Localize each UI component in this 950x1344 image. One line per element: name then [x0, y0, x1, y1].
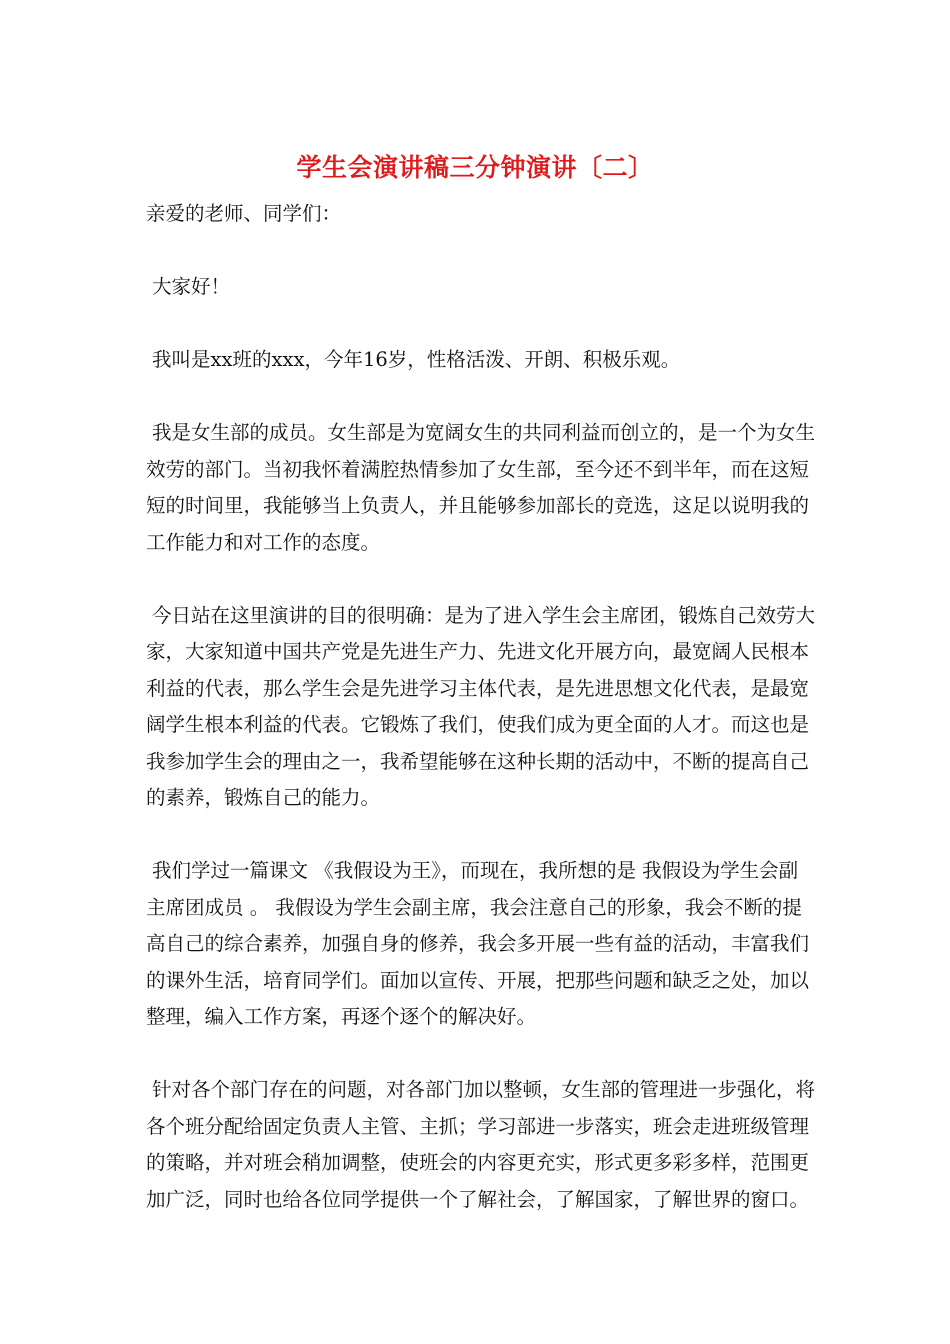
document-title: 学生会演讲稿三分钟演讲〔二〕 [296, 153, 654, 182]
paragraph-line: 的课外生活，培育同学们。面加以宣传、开展，把那些问题和缺乏之处，加以 [146, 968, 810, 992]
paragraph-line: 的素养，锻炼自己的能力。 [146, 786, 381, 809]
paragraph-line: 针对各个部门存在的问题，对各部门加以整顿，女生部的管理进一步强化，将 [152, 1078, 816, 1101]
paragraph-line: 整理，编入工作方案，再逐个逐个的解决好。 [146, 1005, 537, 1028]
greeting: 大家好！ [152, 275, 231, 298]
paragraph-line: 加广泛，同时也给各位同学提供一个了解社会，了解国家，了解世界的窗口。 [146, 1187, 810, 1211]
paragraph-line: 家，大家知道中国共产党是先进生产力、先进文化开展方向，最宽阔人民根本 [146, 640, 810, 663]
paragraph-line: 利益的代表，那么学生会是先进学习主体代表，是先进思想文化代表，是最宽 [146, 676, 810, 700]
paragraph-line: 的策略，并对班会稍加调整，使班会的内容更充实，形式更多彩多样，范围更 [146, 1151, 810, 1174]
paragraph-line: 我是女生部的成员。女生部是为宽阔女生的共同利益而创立的，是一个为女生 [152, 421, 816, 444]
paragraph-line: 效劳的部门。当初我怀着满腔热情参加了女生部，至今还不到半年，而在这短 [146, 457, 810, 481]
paragraph-line: 我们学过一篇课文 《我假设为王》，而现在，我所想的是 我假设为学生会副 [152, 859, 799, 882]
paragraph-line: 阔学生根本利益的代表。它锻炼了我们，使我们成为更全面的人才。而这也是 [146, 713, 810, 736]
paragraph-intro: 我叫是xx班的xxx，今年16岁，性格活泼、开朗、积极乐观。 [152, 348, 681, 371]
paragraph-line: 短的时间里，我能够当上负责人，并且能够参加部长的竞选，这足以说明我的 [146, 494, 810, 517]
paragraph-line: 工作能力和对工作的态度。 [146, 530, 381, 554]
paragraph-line: 主席团成员 。 我假设为学生会副主席，我会注意自己的形象，我会不断的提 [146, 895, 802, 919]
paragraph-line: 各个班分配给固定负责人主管、主抓；学习部进一步落实，班会走进班级管理 [146, 1114, 810, 1138]
paragraph-line: 高自己的综合素养，加强自身的修养，我会多开展一些有益的活动，丰富我们 [146, 932, 810, 955]
paragraph-line: 今日站在这里演讲的目的很明确：是为了进入学生会主席团，锻炼自己效劳大 [152, 603, 816, 627]
salutation: 亲爱的老师、同学们： [146, 202, 342, 225]
paragraph-line: 我参加学生会的理由之一，我希望能够在这种长期的活动中，不断的提高自己 [146, 749, 810, 773]
document-body [146, 196, 816, 1218]
